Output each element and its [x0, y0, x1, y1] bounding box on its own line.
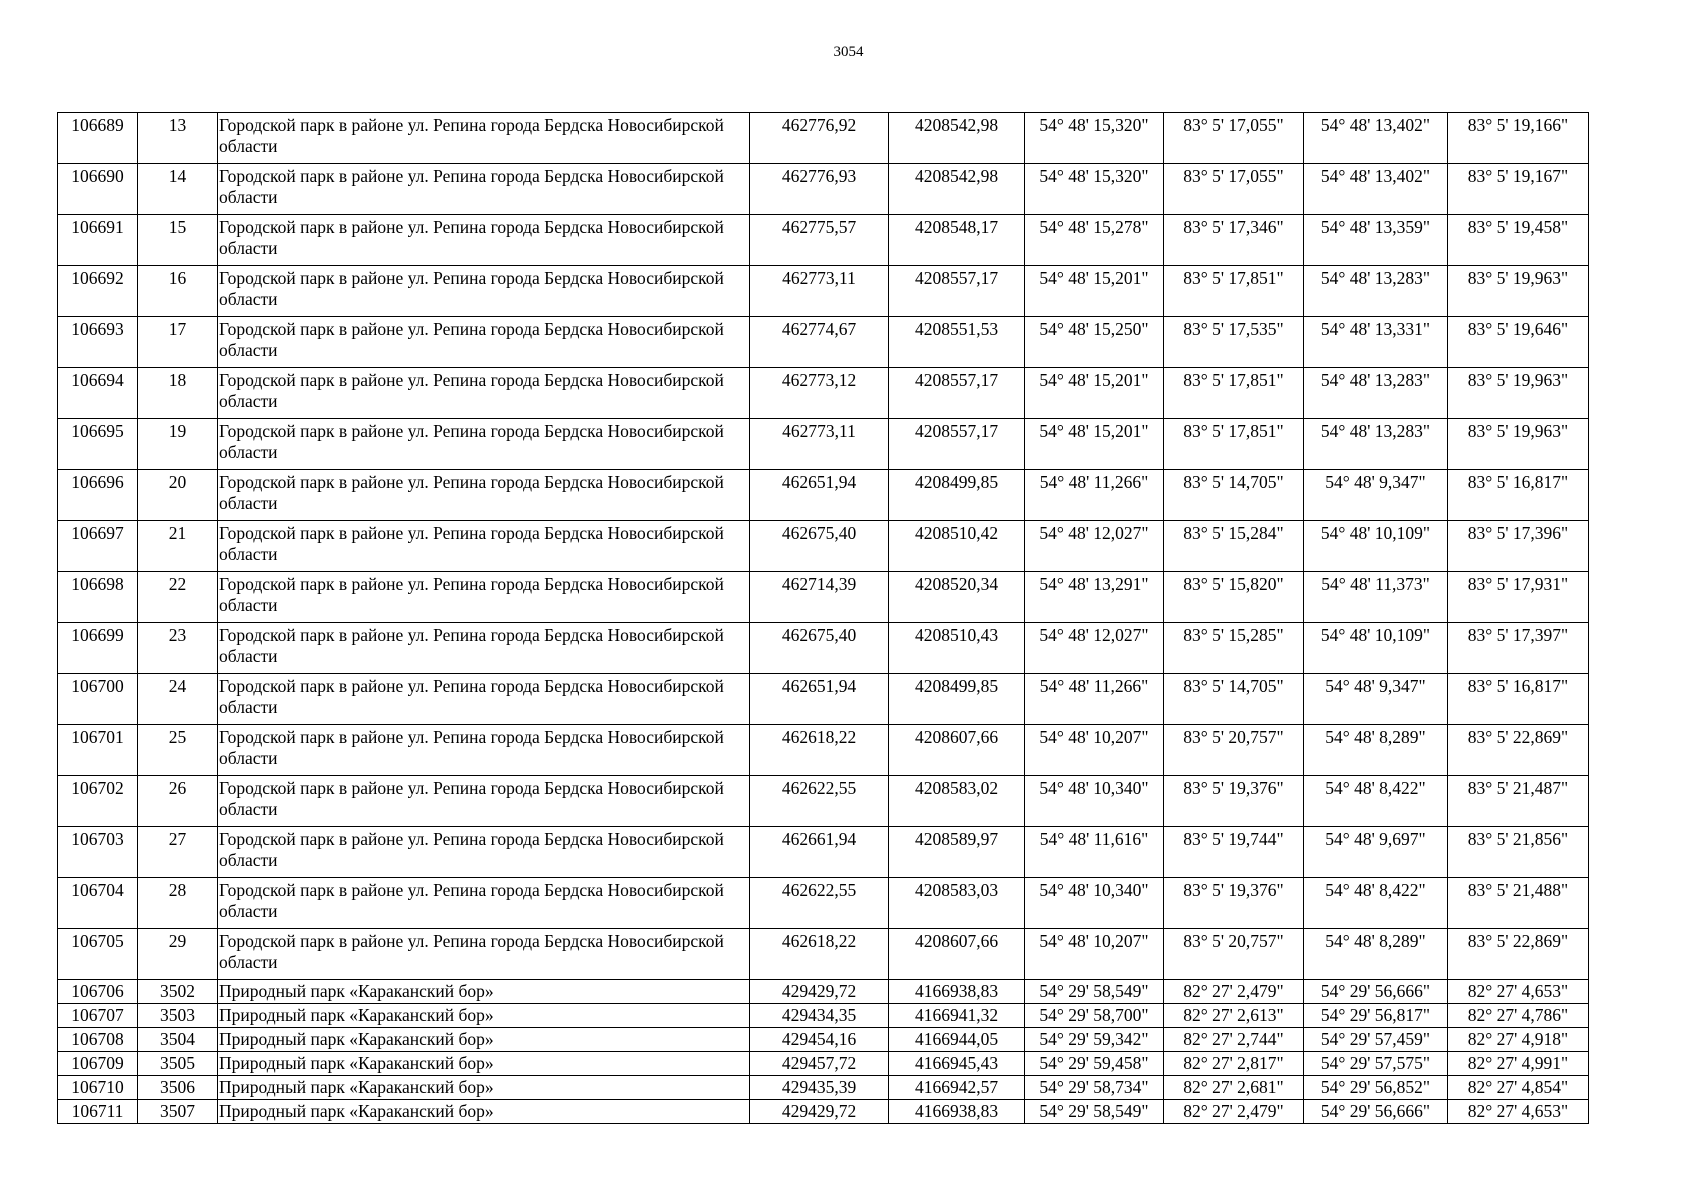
- point-number-cell: 16: [138, 266, 218, 317]
- object-name-cell: Природный парк «Караканский бор»: [218, 1076, 750, 1100]
- table-row: [58, 521, 1589, 572]
- longitude-2-cell: 83° 5' 22,869": [1448, 929, 1589, 980]
- longitude-2-cell: 83° 5' 17,931": [1448, 572, 1589, 623]
- x-coordinate-cell: 429434,35: [750, 1004, 889, 1028]
- x-coordinate-cell: 429457,72: [750, 1052, 889, 1076]
- longitude-cell: 83° 5' 15,284": [1164, 521, 1304, 572]
- point-number-cell: 22: [138, 572, 218, 623]
- latitude-cell: 54° 48' 11,616": [1025, 827, 1164, 878]
- latitude-2-cell: 54° 29' 56,666": [1304, 1100, 1448, 1124]
- y-coordinate-cell: 4208499,85: [889, 674, 1025, 725]
- table-row: [58, 980, 1589, 1004]
- x-coordinate-cell: 462775,57: [750, 215, 889, 266]
- row-id-cell: 106711: [58, 1100, 138, 1124]
- object-name-cell: Городской парк в районе ул. Репина города Бердска Новосибирской области: [218, 623, 750, 674]
- object-name-cell: Природный парк «Караканский бор»: [218, 1100, 750, 1124]
- y-coordinate-cell: 4208557,17: [889, 266, 1025, 317]
- point-number-cell: 25: [138, 725, 218, 776]
- x-coordinate-cell: 462618,22: [750, 725, 889, 776]
- table-row: [58, 317, 1589, 368]
- row-id-cell: 106696: [58, 470, 138, 521]
- latitude-2-cell: 54° 48' 8,289": [1304, 725, 1448, 776]
- row-id-cell: 106701: [58, 725, 138, 776]
- latitude-cell: 54° 48' 10,340": [1025, 776, 1164, 827]
- latitude-2-cell: 54° 48' 8,289": [1304, 929, 1448, 980]
- point-number-cell: 3506: [138, 1076, 218, 1100]
- latitude-cell: 54° 48' 12,027": [1025, 521, 1164, 572]
- y-coordinate-cell: 4208557,17: [889, 419, 1025, 470]
- latitude-2-cell: 54° 48' 13,283": [1304, 368, 1448, 419]
- latitude-cell: 54° 48' 13,291": [1025, 572, 1164, 623]
- table-row: [58, 827, 1589, 878]
- y-coordinate-cell: 4208499,85: [889, 470, 1025, 521]
- longitude-2-cell: 83° 5' 16,817": [1448, 674, 1589, 725]
- y-coordinate-cell: 4208542,98: [889, 113, 1025, 164]
- x-coordinate-cell: 462651,94: [750, 470, 889, 521]
- latitude-cell: 54° 48' 10,207": [1025, 725, 1164, 776]
- x-coordinate-cell: 462773,11: [750, 266, 889, 317]
- longitude-2-cell: 83° 5' 19,963": [1448, 266, 1589, 317]
- y-coordinate-cell: 4208557,17: [889, 368, 1025, 419]
- longitude-2-cell: 83° 5' 19,167": [1448, 164, 1589, 215]
- latitude-2-cell: 54° 48' 13,283": [1304, 419, 1448, 470]
- point-number-cell: 26: [138, 776, 218, 827]
- latitude-2-cell: 54° 48' 9,347": [1304, 470, 1448, 521]
- latitude-2-cell: 54° 48' 10,109": [1304, 521, 1448, 572]
- longitude-cell: 83° 5' 19,744": [1164, 827, 1304, 878]
- point-number-cell: 20: [138, 470, 218, 521]
- longitude-cell: 83° 5' 14,705": [1164, 470, 1304, 521]
- object-name-cell: Городской парк в районе ул. Репина города Бердска Новосибирской области: [218, 521, 750, 572]
- longitude-cell: 83° 5' 15,820": [1164, 572, 1304, 623]
- y-coordinate-cell: 4208520,34: [889, 572, 1025, 623]
- latitude-cell: 54° 29' 59,458": [1025, 1052, 1164, 1076]
- table-row: [58, 674, 1589, 725]
- longitude-2-cell: 83° 5' 19,963": [1448, 419, 1589, 470]
- longitude-cell: 82° 27' 2,744": [1164, 1028, 1304, 1052]
- page-number: 3054: [833, 44, 864, 60]
- latitude-cell: 54° 48' 10,340": [1025, 878, 1164, 929]
- latitude-2-cell: 54° 48' 9,347": [1304, 674, 1448, 725]
- table-row: [58, 572, 1589, 623]
- y-coordinate-cell: 4208607,66: [889, 725, 1025, 776]
- latitude-2-cell: 54° 48' 9,697": [1304, 827, 1448, 878]
- longitude-2-cell: 82° 27' 4,786": [1448, 1004, 1589, 1028]
- longitude-2-cell: 83° 5' 19,963": [1448, 368, 1589, 419]
- latitude-cell: 54° 48' 15,250": [1025, 317, 1164, 368]
- y-coordinate-cell: 4166938,83: [889, 1100, 1025, 1124]
- object-name-cell: Городской парк в районе ул. Репина города Бердска Новосибирской области: [218, 317, 750, 368]
- y-coordinate-cell: 4166945,43: [889, 1052, 1025, 1076]
- row-id-cell: 106706: [58, 980, 138, 1004]
- y-coordinate-cell: 4208551,53: [889, 317, 1025, 368]
- x-coordinate-cell: 462773,12: [750, 368, 889, 419]
- longitude-2-cell: 83° 5' 17,397": [1448, 623, 1589, 674]
- latitude-2-cell: 54° 48' 8,422": [1304, 776, 1448, 827]
- object-name-cell: Городской парк в районе ул. Репина города Бердска Новосибирской области: [218, 929, 750, 980]
- row-id-cell: 106702: [58, 776, 138, 827]
- table-row: [58, 1052, 1589, 1076]
- longitude-2-cell: 83° 5' 19,166": [1448, 113, 1589, 164]
- y-coordinate-cell: 4208548,17: [889, 215, 1025, 266]
- latitude-cell: 54° 48' 15,201": [1025, 266, 1164, 317]
- point-number-cell: 18: [138, 368, 218, 419]
- row-id-cell: 106693: [58, 317, 138, 368]
- x-coordinate-cell: 462774,67: [750, 317, 889, 368]
- longitude-cell: 82° 27' 2,681": [1164, 1076, 1304, 1100]
- object-name-cell: Городской парк в районе ул. Репина города Бердска Новосибирской области: [218, 572, 750, 623]
- latitude-2-cell: 54° 48' 13,331": [1304, 317, 1448, 368]
- object-name-cell: Городской парк в районе ул. Репина города Бердска Новосибирской области: [218, 419, 750, 470]
- row-id-cell: 106699: [58, 623, 138, 674]
- table-row: [58, 776, 1589, 827]
- latitude-2-cell: 54° 48' 11,373": [1304, 572, 1448, 623]
- table-row: [58, 419, 1589, 470]
- latitude-cell: 54° 48' 15,320": [1025, 164, 1164, 215]
- longitude-2-cell: 83° 5' 21,488": [1448, 878, 1589, 929]
- object-name-cell: Городской парк в районе ул. Репина города Бердска Новосибирской области: [218, 725, 750, 776]
- x-coordinate-cell: 462776,93: [750, 164, 889, 215]
- longitude-2-cell: 83° 5' 22,869": [1448, 725, 1589, 776]
- table-row: [58, 368, 1589, 419]
- latitude-2-cell: 54° 48' 13,359": [1304, 215, 1448, 266]
- row-id-cell: 106689: [58, 113, 138, 164]
- longitude-2-cell: 82° 27' 4,991": [1448, 1052, 1589, 1076]
- row-id-cell: 106709: [58, 1052, 138, 1076]
- table-row: [58, 1076, 1589, 1100]
- object-name-cell: Городской парк в районе ул. Репина города Бердска Новосибирской области: [218, 776, 750, 827]
- point-number-cell: 3505: [138, 1052, 218, 1076]
- object-name-cell: Городской парк в районе ул. Репина города Бердска Новосибирской области: [218, 113, 750, 164]
- table-row: [58, 164, 1589, 215]
- latitude-cell: 54° 29' 58,734": [1025, 1076, 1164, 1100]
- x-coordinate-cell: 429454,16: [750, 1028, 889, 1052]
- y-coordinate-cell: 4208589,97: [889, 827, 1025, 878]
- row-id-cell: 106703: [58, 827, 138, 878]
- longitude-cell: 83° 5' 19,376": [1164, 776, 1304, 827]
- table-body: [58, 113, 1589, 1124]
- y-coordinate-cell: 4208583,03: [889, 878, 1025, 929]
- longitude-cell: 83° 5' 20,757": [1164, 725, 1304, 776]
- table-row: [58, 725, 1589, 776]
- latitude-2-cell: 54° 29' 56,817": [1304, 1004, 1448, 1028]
- longitude-cell: 82° 27' 2,613": [1164, 1004, 1304, 1028]
- point-number-cell: 23: [138, 623, 218, 674]
- table-row: [58, 266, 1589, 317]
- object-name-cell: Городской парк в районе ул. Репина города Бердска Новосибирской области: [218, 215, 750, 266]
- object-name-cell: Природный парк «Караканский бор»: [218, 1052, 750, 1076]
- latitude-cell: 54° 48' 15,201": [1025, 419, 1164, 470]
- row-id-cell: 106705: [58, 929, 138, 980]
- longitude-cell: 83° 5' 17,535": [1164, 317, 1304, 368]
- y-coordinate-cell: 4166942,57: [889, 1076, 1025, 1100]
- point-number-cell: 3503: [138, 1004, 218, 1028]
- point-number-cell: 15: [138, 215, 218, 266]
- row-id-cell: 106704: [58, 878, 138, 929]
- latitude-cell: 54° 48' 10,207": [1025, 929, 1164, 980]
- y-coordinate-cell: 4166938,83: [889, 980, 1025, 1004]
- latitude-cell: 54° 48' 15,320": [1025, 113, 1164, 164]
- y-coordinate-cell: 4166941,32: [889, 1004, 1025, 1028]
- object-name-cell: Природный парк «Караканский бор»: [218, 1004, 750, 1028]
- table-row: [58, 929, 1589, 980]
- point-number-cell: 29: [138, 929, 218, 980]
- longitude-2-cell: 82° 27' 4,918": [1448, 1028, 1589, 1052]
- latitude-2-cell: 54° 48' 13,283": [1304, 266, 1448, 317]
- latitude-2-cell: 54° 48' 13,402": [1304, 113, 1448, 164]
- table-row: [58, 878, 1589, 929]
- point-number-cell: 28: [138, 878, 218, 929]
- object-name-cell: Городской парк в районе ул. Репина города Бердска Новосибирской области: [218, 470, 750, 521]
- latitude-cell: 54° 29' 59,342": [1025, 1028, 1164, 1052]
- latitude-2-cell: 54° 48' 13,402": [1304, 164, 1448, 215]
- row-id-cell: 106707: [58, 1004, 138, 1028]
- longitude-2-cell: 83° 5' 21,856": [1448, 827, 1589, 878]
- longitude-2-cell: 83° 5' 19,646": [1448, 317, 1589, 368]
- x-coordinate-cell: 462622,55: [750, 776, 889, 827]
- point-number-cell: 19: [138, 419, 218, 470]
- longitude-cell: 83° 5' 17,055": [1164, 164, 1304, 215]
- row-id-cell: 106698: [58, 572, 138, 623]
- longitude-cell: 83° 5' 17,346": [1164, 215, 1304, 266]
- longitude-cell: 82° 27' 2,479": [1164, 1100, 1304, 1124]
- latitude-cell: 54° 29' 58,549": [1025, 1100, 1164, 1124]
- latitude-cell: 54° 48' 11,266": [1025, 470, 1164, 521]
- point-number-cell: 21: [138, 521, 218, 572]
- x-coordinate-cell: 462675,40: [750, 521, 889, 572]
- latitude-2-cell: 54° 29' 56,666": [1304, 980, 1448, 1004]
- latitude-2-cell: 54° 29' 57,575": [1304, 1052, 1448, 1076]
- object-name-cell: Городской парк в районе ул. Репина города Бердска Новосибирской области: [218, 878, 750, 929]
- x-coordinate-cell: 462618,22: [750, 929, 889, 980]
- table-row: [58, 1100, 1589, 1124]
- point-number-cell: 13: [138, 113, 218, 164]
- latitude-2-cell: 54° 29' 57,459": [1304, 1028, 1448, 1052]
- latitude-2-cell: 54° 48' 8,422": [1304, 878, 1448, 929]
- longitude-cell: 83° 5' 20,757": [1164, 929, 1304, 980]
- longitude-2-cell: 83° 5' 21,487": [1448, 776, 1589, 827]
- x-coordinate-cell: 462776,92: [750, 113, 889, 164]
- table-row: [58, 470, 1589, 521]
- longitude-2-cell: 83° 5' 19,458": [1448, 215, 1589, 266]
- point-number-cell: 24: [138, 674, 218, 725]
- latitude-cell: 54° 48' 15,278": [1025, 215, 1164, 266]
- point-number-cell: 27: [138, 827, 218, 878]
- object-name-cell: Природный парк «Караканский бор»: [218, 980, 750, 1004]
- latitude-cell: 54° 29' 58,549": [1025, 980, 1164, 1004]
- point-number-cell: 3502: [138, 980, 218, 1004]
- table-row: [58, 1028, 1589, 1052]
- latitude-2-cell: 54° 29' 56,852": [1304, 1076, 1448, 1100]
- y-coordinate-cell: 4208583,02: [889, 776, 1025, 827]
- row-id-cell: 106690: [58, 164, 138, 215]
- x-coordinate-cell: 462661,94: [750, 827, 889, 878]
- latitude-2-cell: 54° 48' 10,109": [1304, 623, 1448, 674]
- x-coordinate-cell: 462651,94: [750, 674, 889, 725]
- longitude-cell: 82° 27' 2,479": [1164, 980, 1304, 1004]
- x-coordinate-cell: 429435,39: [750, 1076, 889, 1100]
- row-id-cell: 106695: [58, 419, 138, 470]
- point-number-cell: 14: [138, 164, 218, 215]
- point-number-cell: 3504: [138, 1028, 218, 1052]
- row-id-cell: 106708: [58, 1028, 138, 1052]
- longitude-2-cell: 82° 27' 4,653": [1448, 1100, 1589, 1124]
- object-name-cell: Городской парк в районе ул. Репина города Бердска Новосибирской области: [218, 827, 750, 878]
- y-coordinate-cell: 4208542,98: [889, 164, 1025, 215]
- object-name-cell: Городской парк в районе ул. Репина города Бердска Новосибирской области: [218, 164, 750, 215]
- latitude-cell: 54° 48' 11,266": [1025, 674, 1164, 725]
- latitude-cell: 54° 29' 58,700": [1025, 1004, 1164, 1028]
- longitude-cell: 83° 5' 14,705": [1164, 674, 1304, 725]
- object-name-cell: Природный парк «Караканский бор»: [218, 1028, 750, 1052]
- x-coordinate-cell: 462622,55: [750, 878, 889, 929]
- longitude-cell: 83° 5' 17,851": [1164, 266, 1304, 317]
- row-id-cell: 106697: [58, 521, 138, 572]
- table-row: [58, 113, 1589, 164]
- x-coordinate-cell: 462675,40: [750, 623, 889, 674]
- row-id-cell: 106694: [58, 368, 138, 419]
- object-name-cell: Городской парк в районе ул. Репина города Бердска Новосибирской области: [218, 674, 750, 725]
- y-coordinate-cell: 4208510,42: [889, 521, 1025, 572]
- longitude-2-cell: 82° 27' 4,653": [1448, 980, 1589, 1004]
- longitude-cell: 83° 5' 17,851": [1164, 419, 1304, 470]
- longitude-2-cell: 82° 27' 4,854": [1448, 1076, 1589, 1100]
- y-coordinate-cell: 4208510,43: [889, 623, 1025, 674]
- row-id-cell: 106692: [58, 266, 138, 317]
- latitude-cell: 54° 48' 15,201": [1025, 368, 1164, 419]
- y-coordinate-cell: 4208607,66: [889, 929, 1025, 980]
- table-row: [58, 623, 1589, 674]
- point-number-cell: 17: [138, 317, 218, 368]
- object-name-cell: Городской парк в районе ул. Репина города Бердска Новосибирской области: [218, 266, 750, 317]
- longitude-2-cell: 83° 5' 16,817": [1448, 470, 1589, 521]
- longitude-cell: 83° 5' 15,285": [1164, 623, 1304, 674]
- longitude-cell: 83° 5' 17,851": [1164, 368, 1304, 419]
- longitude-cell: 82° 27' 2,817": [1164, 1052, 1304, 1076]
- coordinates-table: [57, 112, 1589, 1124]
- x-coordinate-cell: 462714,39: [750, 572, 889, 623]
- object-name-cell: Городской парк в районе ул. Репина города Бердска Новосибирской области: [218, 368, 750, 419]
- longitude-2-cell: 83° 5' 17,396": [1448, 521, 1589, 572]
- table-row: [58, 1004, 1589, 1028]
- row-id-cell: 106710: [58, 1076, 138, 1100]
- table-row: [58, 215, 1589, 266]
- x-coordinate-cell: 429429,72: [750, 1100, 889, 1124]
- longitude-cell: 83° 5' 17,055": [1164, 113, 1304, 164]
- row-id-cell: 106700: [58, 674, 138, 725]
- x-coordinate-cell: 429429,72: [750, 980, 889, 1004]
- y-coordinate-cell: 4166944,05: [889, 1028, 1025, 1052]
- x-coordinate-cell: 462773,11: [750, 419, 889, 470]
- longitude-cell: 83° 5' 19,376": [1164, 878, 1304, 929]
- point-number-cell: 3507: [138, 1100, 218, 1124]
- latitude-cell: 54° 48' 12,027": [1025, 623, 1164, 674]
- row-id-cell: 106691: [58, 215, 138, 266]
